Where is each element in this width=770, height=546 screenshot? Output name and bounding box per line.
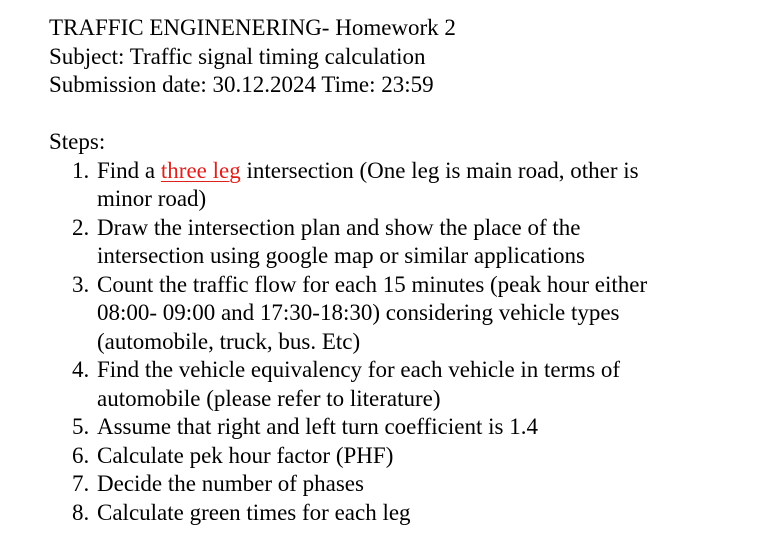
step-text: Count the traffic flow for each 15 minutes (peak hour either 08:00- 09:00 and 17:30-18:30) considering vehicle types (automobile, truck, bus. Etc): [97, 271, 648, 354]
document-page: [49, 14, 749, 527]
step-text: Calculate green times for each leg: [97, 499, 411, 525]
step-item-4: [72, 356, 687, 413]
steps-heading: Steps:: [49, 129, 106, 154]
blank-line: [49, 100, 749, 129]
step-text-after: intersection (One leg is main road, other is minor road): [97, 157, 639, 211]
step-number: 6.: [72, 442, 90, 468]
step-item-2: [72, 214, 687, 271]
step-text: Assume that right and left turn coefficient is 1.4: [97, 414, 538, 439]
step-number: 7.: [72, 471, 90, 496]
step-item-5: [72, 413, 687, 442]
step-number: 2.: [72, 214, 90, 240]
step-item-1: [72, 157, 687, 214]
step-number: 8.: [72, 499, 90, 525]
document-title: TRAFFIC ENGINENERING- Homework 2: [49, 15, 456, 40]
step-text: Calculate pek hour factor (PHF): [97, 442, 394, 468]
step-item-8: [72, 499, 687, 528]
step-text-before: Find a: [97, 157, 161, 183]
step-text: Draw the intersection plan and show the place of the intersection using google map or similar applications: [97, 214, 586, 268]
step-number: 3.: [72, 271, 90, 297]
step-text: Decide the number of phases: [97, 471, 364, 496]
step-number: 1.: [72, 157, 90, 183]
step-text: Find the vehicle equivalency for each vehicle in terms of automobile (please refer to literature): [97, 357, 621, 411]
highlighted-text: three leg: [160, 157, 241, 183]
steps-list: [49, 157, 749, 528]
step-number: 4.: [72, 357, 90, 382]
step-item-7: [72, 470, 687, 499]
step-number: 5.: [72, 414, 90, 439]
step-item-3: [72, 271, 687, 357]
step-item-6: [72, 442, 687, 471]
submission-line: Submission date: 30.12.2024 Time: 23:59: [49, 72, 434, 97]
subject-line: Subject: Traffic signal timing calculation: [49, 43, 426, 69]
